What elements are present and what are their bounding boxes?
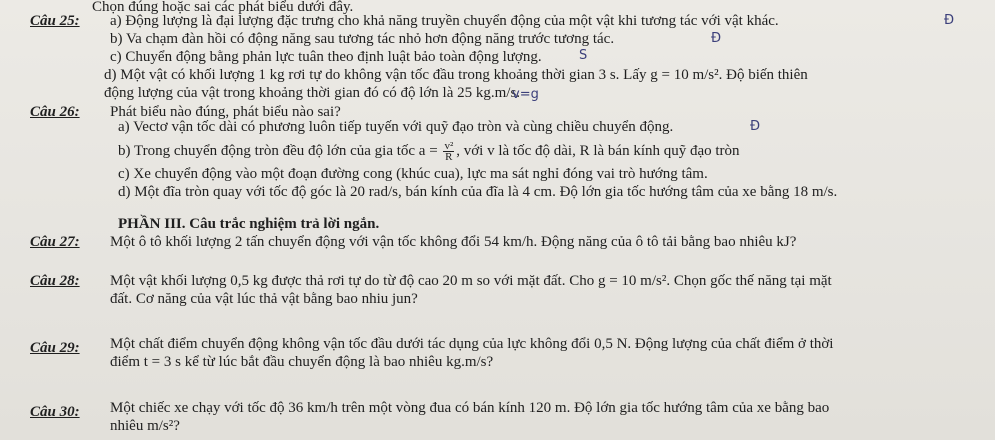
handwritten-mark-q25a: Đ: [944, 13, 955, 28]
q26-statement-b: [118, 141, 740, 162]
q26-statement-d: d) Một đĩa tròn quay với tốc độ góc là 20 rad/s, bán kính của đĩa là 4 cm. Độ lớn gia tốc hướng tâm của xe bằng 18 m/s.: [118, 184, 838, 200]
q26-stem: Phát biểu nào đúng, phát biểu nào sai?: [110, 104, 341, 120]
q29-text-line1: Một chất điểm chuyển động không vận tốc đầu dưới tác dụng của lực không đổi 0,5 N. Động lượng của chất điểm ở thời: [110, 336, 834, 352]
question-26-label: Câu 26:: [30, 104, 80, 120]
q25-statement-c: c) Chuyển động bằng phản lực tuân theo định luật bảo toàn động lượng.: [110, 49, 542, 65]
q26-statement-a: a) Vectơ vận tốc dài có phương luôn tiếp tuyến với quỹ đạo tròn và cùng chiều chuyển động.: [118, 119, 674, 135]
formula-denominator: R: [445, 151, 453, 163]
q30-text-line1: Một chiếc xe chạy với tốc độ 36 km/h trên một vòng đua có bán kính 120 m. Độ lớn gia tốc hướng tâm của xe bằng bao: [110, 400, 830, 416]
section-heading: PHẦN III. Câu trắc nghiệm trả lời ngắn.: [118, 216, 380, 232]
question-29-label: Câu 29:: [30, 340, 80, 356]
q25-statement-d-line2: động lượng của vật trong khoảng thời gian đó có độ lớn là 25 kg.m/s.: [104, 85, 521, 101]
question-25-label: Câu 25:: [30, 13, 80, 29]
q28-text-line2: đất. Cơ năng của vật lúc thả vật bằng bao nhiu jun?: [110, 291, 418, 307]
q25-statement-a: a) Động lượng là đại lượng đặc trưng cho khả năng truyền chuyển động của một vật khi tương tác với vật khác.: [110, 13, 779, 29]
q26-b-suffix: , với v là tốc độ dài, R là bán kính quỹ đạo tròn: [456, 142, 740, 159]
handwritten-note: v=g: [512, 87, 539, 102]
q26-statement-c: c) Xe chuyển động vào một đoạn đường cong (khúc cua), lực ma sát nghỉ đóng vai trò hướng tâm.: [118, 166, 708, 182]
acceleration-formula: [443, 141, 454, 162]
q25-statement-b: b) Va chạm đàn hồi có động năng sau tương tác nhỏ hơn động năng trước tương tác.: [110, 31, 615, 47]
question-28-label: Câu 28:: [30, 273, 80, 289]
question-27-label: Câu 27:: [30, 234, 80, 250]
question-30-label: Câu 30:: [30, 404, 80, 420]
q25-statement-d-line1: d) Một vật có khối lượng 1 kg rơi tự do không vận tốc đầu trong khoảng thời gian 3 s. Lấy g = 10 m/s². Độ biến thiên: [104, 67, 808, 83]
handwritten-mark-q25b: Đ: [711, 31, 722, 46]
q27-text: Một ô tô khối lượng 2 tấn chuyển động với vận tốc không đổi 54 km/h. Động năng của ô tô tải bằng bao nhiêu kJ?: [110, 234, 797, 250]
handwritten-mark-q26a: Đ: [750, 119, 761, 134]
q28-text-line1: Một vật khối lượng 0,5 kg được thả rơi tự do từ độ cao 20 m so với mặt đất. Cho g = 10 m/s². Chọn gốc thế năng tại mặt: [110, 273, 832, 289]
formula-numerator: v²: [444, 140, 454, 152]
q26-b-prefix: b) Trong chuyển động tròn đều độ lớn của gia tốc a =: [118, 142, 438, 159]
q30-text-line2: nhiêu m/s²?: [110, 418, 180, 434]
instruction-text: Chọn đúng hoặc sai các phát biểu dưới đây.: [92, 0, 354, 15]
q29-text-line2: điểm t = 3 s kể từ lúc bắt đầu chuyển động là bao nhiêu kg.m/s?: [110, 354, 494, 370]
handwritten-mark-q25c: S: [579, 48, 588, 63]
